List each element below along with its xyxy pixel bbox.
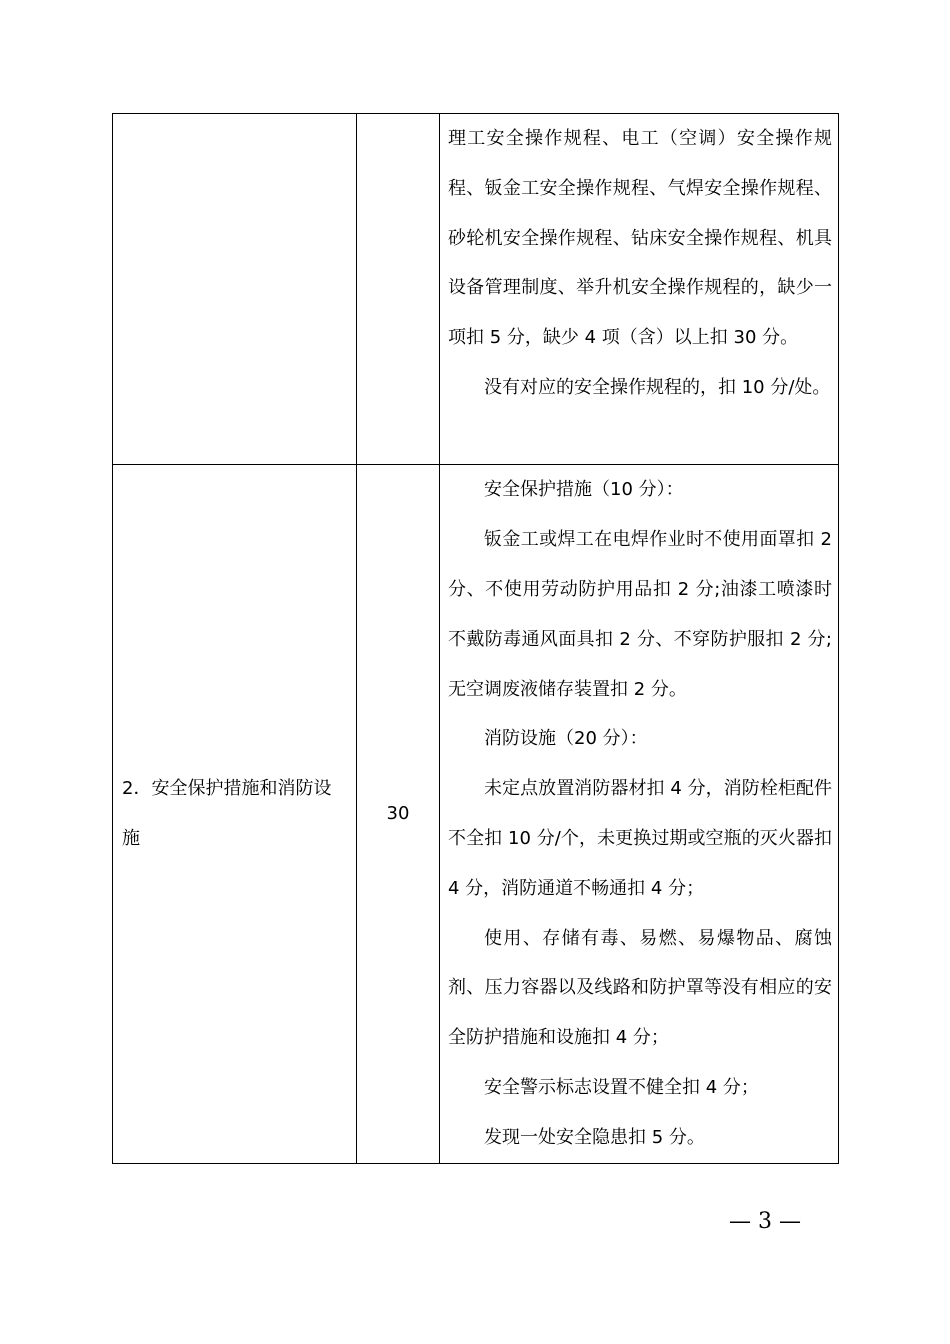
score-cell: 30 [357,465,440,1164]
item-cell [113,114,357,465]
criteria-paragraph: 没有对应的安全操作规程的，扣 10 分/处。 [484,376,831,398]
scoring-table [112,113,839,1164]
criteria-paragraph: 发现一处安全隐患扣 5 分。 [484,1126,705,1148]
page-number: — 3 — [729,1209,801,1234]
criteria-paragraph: 理工安全操作规程、电工（空调）安全操作规程、钣金工安全操作规程、气焊安全操作规程、砂轮机安全操作规程、钻床安全操作规程、机具设备管理制度、举升机安全操作规程的，缺少一项扣 5 分，缺少 4 项（含）以上扣 30 分。 [448,128,832,349]
criteria-cell [440,114,839,465]
item-cell: 2．安全保护措施和消防设施 [113,465,357,1164]
criteria-paragraph: 使用、存储有毒、易燃、易爆物品、腐蚀剂、压力容器以及线路和防护罩等没有相应的安全防护措施和设施扣 4 分； [448,927,832,1049]
score-cell [357,114,440,465]
criteria-paragraph: 钣金工或焊工在电焊作业时不使用面罩扣 2 分、不使用劳动防护用品扣 2 分;油漆工喷漆时不戴防毒通风面具扣 2 分、不穿防护服扣 2 分;无空调废液储存装置扣 2 分。 [448,529,832,700]
table-row [113,114,839,465]
criteria-paragraph: 未定点放置消防器材扣 4 分，消防栓柜配件不全扣 10 分/个，未更换过期或空瓶的灭火器扣 4 分，消防通道不畅通扣 4 分； [448,778,832,899]
criteria-heading: 消防设施（20 分）： [484,728,648,750]
criteria-heading: 安全保护措施（10 分）： [484,479,684,501]
table-row [113,465,839,1164]
criteria-paragraph: 安全警示标志设置不健全扣 4 分； [484,1076,759,1098]
criteria-cell [440,465,839,1164]
